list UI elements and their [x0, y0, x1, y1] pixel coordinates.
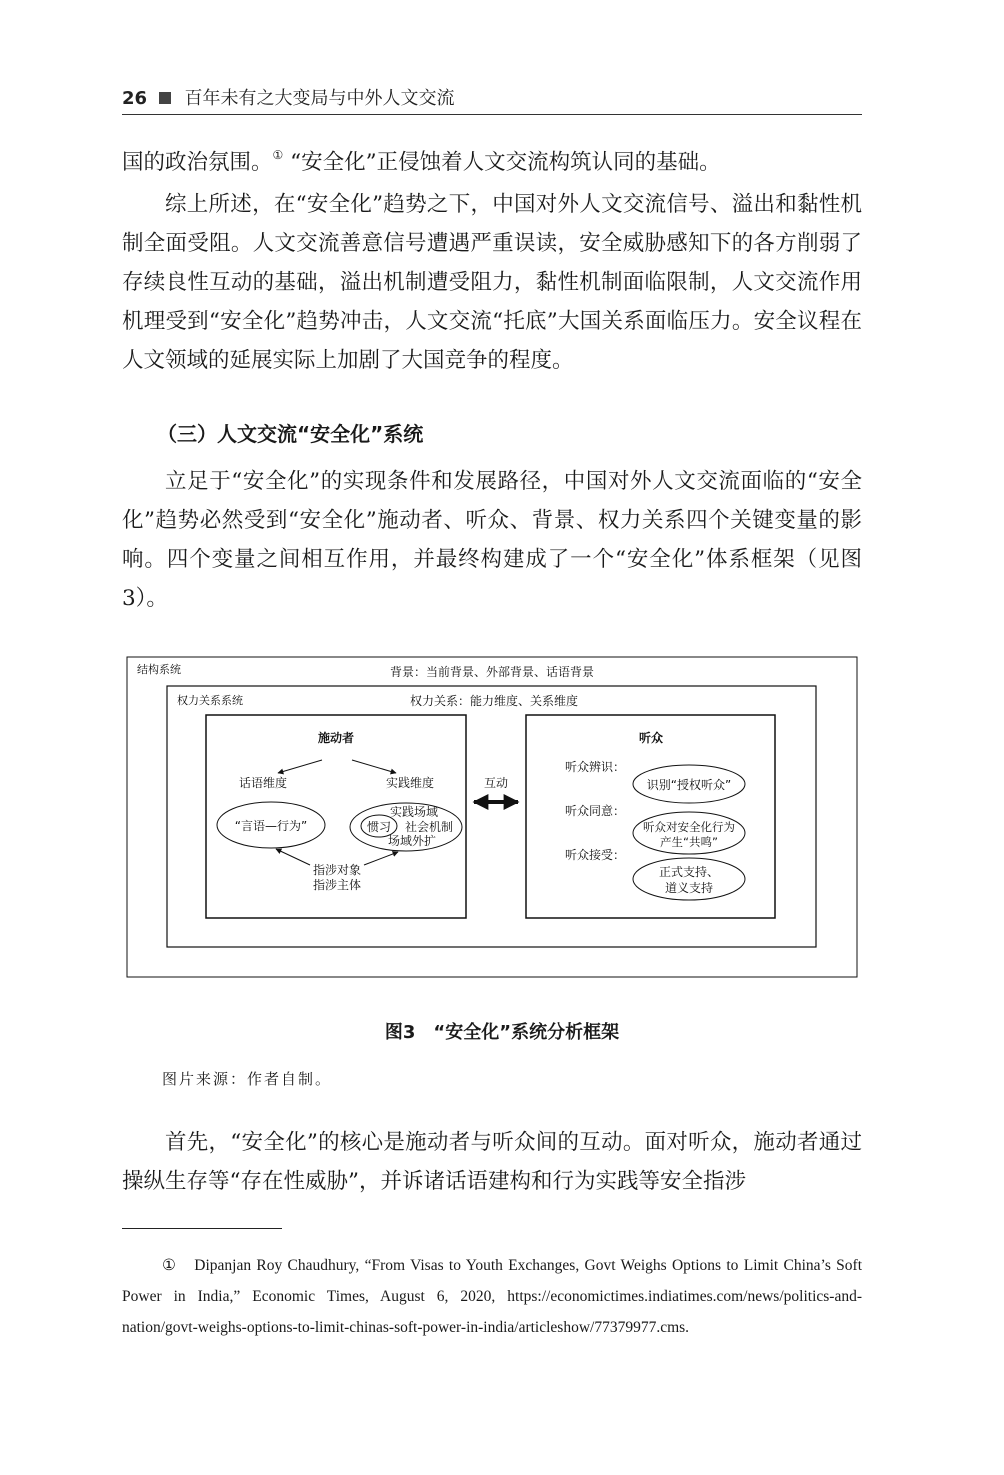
actor-title: 施动者: [317, 731, 355, 745]
arrow-to-practice: [352, 760, 396, 773]
referent-subject: 指涉主体: [312, 878, 362, 892]
audience-box: [526, 715, 775, 918]
discourse-dimension: 话语维度: [238, 776, 288, 790]
field-expansion-text: 场域外扩: [387, 834, 437, 848]
section-title: （三）人文交流“安全化”系统: [157, 422, 424, 446]
support-text-1: 正式支持、: [658, 865, 720, 879]
structural-system-label: 结构系统: [137, 663, 181, 676]
habit-text: 惯习: [366, 820, 392, 834]
interaction-label: 互动: [483, 776, 509, 790]
footnote-divider: [122, 1228, 282, 1229]
power-system-box: [167, 686, 816, 947]
referent-object: 指涉对象: [312, 863, 362, 877]
resonance-text-2: 产生“共鸣”: [660, 835, 718, 849]
paragraph-3: 立足于“安全化”的实现条件和发展路径，中国对外人文交流面临的“安全化”趋势必然受到“安全化”施动者、听众、背景、权力关系四个关键变量的影响。四个变量之间相互作用，并最终构建成了一个“安全化”体系框架（见图3）。: [122, 469, 862, 611]
arrow-to-speech-act: [276, 849, 310, 865]
audience-acceptance-label: 听众接受：: [565, 848, 626, 862]
audience-identification-label: 听众辨识：: [565, 760, 626, 774]
support-text-2: 道义支持: [664, 881, 714, 895]
footnote-ref[interactable]: ①: [272, 148, 284, 162]
speech-act-text: “言语—行为”: [234, 819, 308, 833]
social-mechanism-text: 社会机制: [404, 820, 454, 834]
arrow-to-discourse: [278, 760, 322, 773]
figure-source: 图片来源：作者自制。: [162, 1070, 333, 1088]
paragraph-1-rest: “安全化”正侵蚀着人文交流构筑认同的基础。: [290, 150, 721, 175]
running-header: [122, 84, 862, 115]
securitization-framework-diagram: [0, 650, 1004, 990]
square-bullet-icon: [159, 92, 171, 104]
footnote: ① Dipanjan Roy Chaudhury, “From Visas to Youth Exchanges, Govt Weighs Options to Limit China’s Soft Power in India,” Economic Times, August 6, 2020, https://economictimes.indiatimes.com/news/politics-and-nation/govt-weighs-options-to-limit-chinas-soft-power-in-india/articleshow/77379977.cms.: [122, 1257, 862, 1336]
paragraph-1-text: 国的政治氛围。: [122, 150, 273, 175]
audience-title: 听众: [638, 731, 664, 745]
page-number: 26: [122, 88, 148, 109]
paragraph-1: [122, 143, 862, 182]
identify-audience-text: 识别“授权听众”: [646, 778, 732, 792]
practice-dimension: 实践维度: [385, 776, 435, 790]
power-system-label: 权力关系系统: [177, 694, 243, 707]
arrow-to-practice-field: [364, 852, 398, 865]
audience-agreement-label: 听众同意：: [565, 804, 626, 818]
resonance-text-1: 听众对安全化行为: [643, 820, 735, 834]
book-title: 百年未有之大变局与中外人文交流: [184, 88, 455, 109]
power-relations-text: 权力关系：能力维度、关系维度: [409, 694, 579, 708]
paragraph-2: 综上所述，在“安全化”趋势之下，中国对外人文交流信号、溢出和黏性机制全面受阻。人文交流善意信号遭遇严重误读，安全威胁感知下的各方削弱了存续良性互动的基础，溢出机制遭受阻力，黏性机制面临限制，人文交流作用机理受到“安全化”趋势冲击，人文交流“托底”大国关系面临压力。安全议程在人文领域的延展实际上加剧了大国竞争的程度。: [122, 192, 862, 373]
practice-field-text: 实践场域: [389, 805, 439, 819]
background-text: 背景：当前背景、外部背景、话语背景: [389, 665, 595, 679]
figure-caption: 图3 “安全化”系统分析框架: [384, 1022, 620, 1043]
paragraph-4: 首先，“安全化”的核心是施动者与听众间的互动。面对听众，施动者通过操纵生存等“存在性威胁”，并诉诸话语建构和行为实践等安全指涉: [122, 1130, 862, 1194]
